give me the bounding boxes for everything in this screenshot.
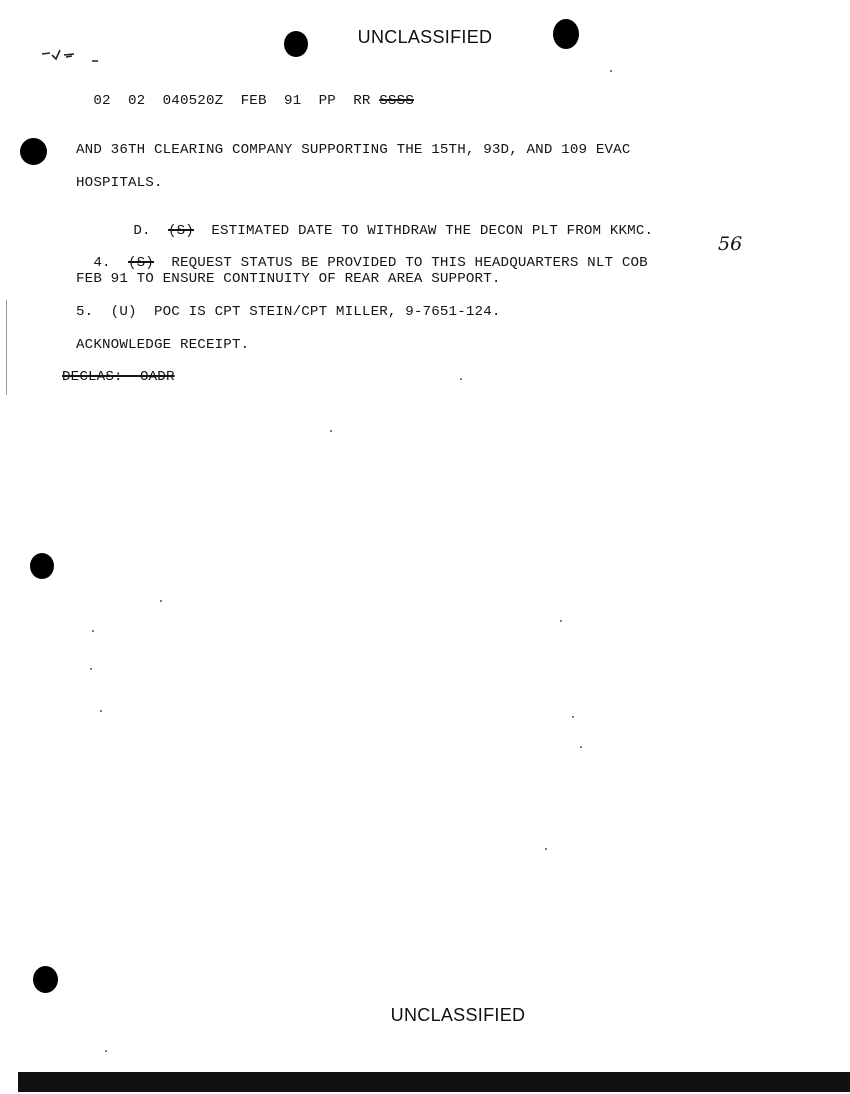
scan-speck [572, 716, 574, 718]
scan-speck [330, 430, 332, 432]
item-d-text: ESTIMATED DATE TO WITHDRAW THE DECON PLT FROM KKMC. [211, 223, 654, 239]
scan-speck [610, 70, 612, 72]
routing-struck: SSSS [379, 93, 414, 109]
routing-part: RR [353, 93, 371, 109]
routing-part: 02 [93, 93, 111, 109]
scan-speck [105, 1050, 107, 1052]
item-d [116, 207, 653, 239]
routing-line [76, 77, 414, 109]
routing-part: 040520Z [162, 93, 224, 109]
routing-part: 91 [283, 93, 302, 109]
item-5: 5. (U) POC IS CPT STEIN/CPT MILLER, 9-7651-124. [76, 304, 501, 320]
body-line-2: HOSPITALS. [76, 175, 163, 191]
scan-edge-line [6, 300, 7, 395]
item-4-mark: (S) [127, 255, 154, 271]
scan-speck [580, 746, 582, 748]
item-4-label: 4. [93, 255, 111, 271]
scan-speck [90, 668, 92, 670]
scan-speck [460, 378, 462, 380]
scan-mark [40, 46, 100, 66]
scan-speck [100, 710, 102, 712]
body-line-feb: FEB 91 TO ENSURE CONTINUITY OF REAR AREA SUPPORT. [76, 271, 501, 287]
header-classification: UNCLASSIFIED [357, 27, 493, 47]
punch-hole-left-lower [33, 966, 58, 993]
punch-hole-left-middle [30, 553, 54, 579]
footer-classification: UNCLASSIFIED [390, 1005, 526, 1025]
scan-speck [160, 600, 162, 602]
acknowledge-line: ACKNOWLEDGE RECEIPT. [76, 337, 250, 353]
scan-speck [92, 630, 94, 632]
scan-speck [560, 620, 562, 622]
body-line-1: AND 36TH CLEARING COMPANY SUPPORTING THE 15TH, 93D, AND 109 EVAC [76, 142, 631, 158]
punch-hole-left-upper [20, 138, 47, 165]
item-4 [76, 239, 648, 271]
routing-part: 02 [127, 93, 146, 109]
scan-bottom-edge [18, 1072, 850, 1092]
item-d-mark: (S) [167, 223, 194, 239]
routing-part: FEB [240, 93, 267, 109]
scan-speck [545, 848, 547, 850]
item-d-label: D. [133, 223, 151, 239]
handwritten-date: 56 [718, 233, 743, 255]
routing-part: PP [318, 93, 336, 109]
declas-line: DECLAS: OADR [62, 369, 175, 385]
item-4-text: REQUEST STATUS BE PROVIDED TO THIS HEADQUARTERS NLT COB [171, 255, 648, 271]
